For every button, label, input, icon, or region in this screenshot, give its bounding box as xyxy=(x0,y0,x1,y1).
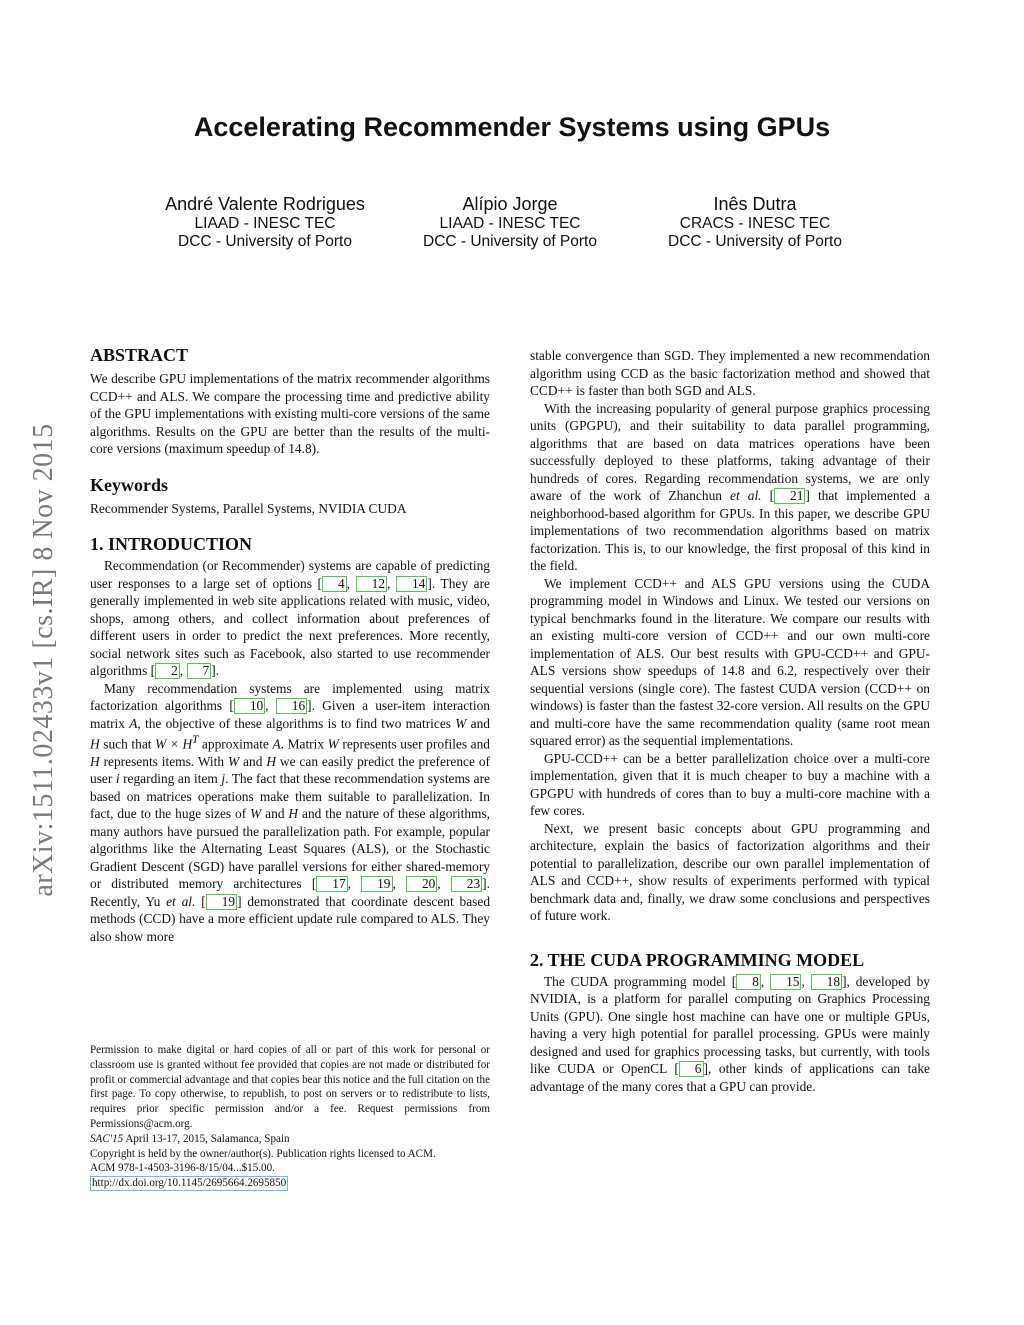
author-affiliation: LIAAD - INESC TEC xyxy=(439,215,581,232)
intro-paragraph-1: Recommendation (or Recommender) systems are capable of predicting user responses to a large set of options [ 4 , 12 , 14 ]. They are generally implemented in web site applications related with music, video, shops, among others, and collect information about preferences of different users in order to predict the next preferences. More recently, social network sites such as Facebook, also started to use recommender algorithms [ 2 , 7 ]. xyxy=(90,558,490,678)
citation-link[interactable]: 7 xyxy=(187,663,212,679)
keywords-heading: Keywords xyxy=(90,474,168,495)
citation-link[interactable]: 21 xyxy=(774,488,805,504)
cuda-paragraph: The CUDA programming model [ 8 , 15 , 18 ], developed by NVIDIA, is a platform for parallel computing on Graphics Processing Units (GPU). One single host machine can have one or multiple GPUs, having a very high potential for parallel processing. GPUs were mainly designed and used for graphics processing tasks, but currently, with tools like CUDA or OpenCL [ 6 ], other kinds of applications can take advantage of the many cores that a GPU can provide. xyxy=(530,973,930,1094)
venue-line: SAC'15 April 13-17, 2015, Salamanca, Spain xyxy=(90,1132,290,1145)
right-column xyxy=(530,347,930,1095)
isbn-line: ACM 978-1-4503-3196-8/15/04...$15.00. xyxy=(90,1162,275,1175)
arxiv-sidebar-stamp: arXiv:1511.02433v1 [cs.IR] 8 Nov 2015 xyxy=(28,423,59,897)
cuda-section-heading: 2. THE CUDA PROGRAMMING MODEL xyxy=(530,949,865,970)
author-name: Inês Dutra xyxy=(713,194,797,214)
author-block-2 xyxy=(385,193,635,251)
citation-link[interactable]: 10 xyxy=(234,698,265,714)
citation-link[interactable]: 18 xyxy=(811,974,842,990)
left-column xyxy=(90,344,490,945)
author-name: Alípio Jorge xyxy=(462,194,558,214)
citation-link[interactable]: 17 xyxy=(316,876,347,892)
citation-link[interactable]: 2 xyxy=(155,663,180,679)
right-paragraph-1: With the increasing popularity of general purpose graphics processing units (GPGPU), and their suitability to data parallel programming, algorithms that are based on data matrices operations have been successfully deployed to these platforms, taking advantage of their hundreds of cores. Regarding recommendation systems, we are only aware of the work of Zhanchun et al. [ 21 ] that implemented a neighborhood-based algorithm for GPUs. In this paper, we describe GPU implementations of two recommendation algorithms based on matrix factorization. This is, to our knowledge, the first proposal of this kind in the field. xyxy=(530,400,930,573)
keywords-text: Recommender Systems, Parallel Systems, NVIDIA CUDA xyxy=(90,500,407,516)
citation-link[interactable]: 16 xyxy=(276,698,307,714)
right-paragraph-2: We implement CCD++ and ALS GPU versions using the CUDA programming model in Windows and Linux. We tested our versions on typical benchmarks found in the literature. We compare our results with an existing multi-core version of CCD++ and our own multi-core implementation of ALS. Our best results with GPU-CCD++ and GPU-ALS versions show speedups of 14.8 and 6.2, respectively over their sequential versions (single core). The fastest CUDA version (CCD++ on windows) is faster than the fastest 32-core version. All results on the GPU and multi-core have the same recommendation quality (same root mean squared error) as the sequential implementations. xyxy=(530,575,930,748)
permission-text: Permission to make digital or hard copies of all or part of this work for personal or classroom use is granted without fee provided that copies are not made or distributed for profit or commercial advantage and that copies bear this notice and the full citation on the first page. To copy otherwise, to republish, to post on servers or to redistribute to lists, requires prior specific permission and/or a fee. Request permissions from Permissions@acm.org. xyxy=(90,1044,490,1130)
author-block-3 xyxy=(630,193,880,251)
citation-link[interactable]: 19 xyxy=(361,876,392,892)
abstract-text: We describe GPU implementations of the matrix recommender algorithms CCD++ and ALS. We compare the processing time and predictive ability of the GPU implementations with existing multi-core versions of the same algorithms. Results on the GPU are better than the results of the multi-core versions (maximum speedup of 14.8). xyxy=(90,371,490,456)
citation-link[interactable]: 8 xyxy=(736,974,761,990)
author-affiliation: LIAAD - INESC TEC xyxy=(194,215,336,232)
author-affiliation: DCC - University of Porto xyxy=(423,233,597,250)
citation-link[interactable]: 14 xyxy=(396,576,427,592)
citation-link[interactable]: 15 xyxy=(770,974,801,990)
citation-link[interactable]: 19 xyxy=(206,894,237,910)
copyright-line: Copyright is held by the owner/author(s). Publication rights licensed to ACM. xyxy=(90,1147,436,1160)
author-name: André Valente Rodrigues xyxy=(165,194,365,214)
author-affiliation: CRACS - INESC TEC xyxy=(679,215,831,232)
citation-link[interactable]: 12 xyxy=(356,576,387,592)
citation-link[interactable]: 6 xyxy=(679,1061,704,1077)
citation-link[interactable]: 4 xyxy=(322,576,347,592)
paper-title: Accelerating Recommender Systems using GPUs xyxy=(193,112,831,142)
right-paragraph-0: stable convergence than SGD. They implemented a new recommendation algorithm using CCD as the basic factorization method and showed that CCD++ is faster than both SGD and ALS. xyxy=(530,348,930,398)
right-paragraph-4: Next, we present basic concepts about GPU programming and architecture, explain the basics of factorization algorithms and their potential to parallelization, describe our own parallel implementation of ALS and CCD++, show results of experiments performed with typical benchmark data and, finally, we draw some conclusions and perspectives of future work. xyxy=(530,820,930,923)
citation-link[interactable]: 23 xyxy=(451,876,482,892)
author-block-1 xyxy=(140,193,390,251)
intro-paragraph-2: Many recommendation systems are implemented using matrix factorization algorithms [ 10 , 16 ]. Given a user-item interaction matrix A, the objective of these algorithms is to find two matrices W and H such that $W \times H^T$ approximate A. Matrix W represents user profiles and H represents items. With W and H we can easily predict the preference of user i regarding an item j. The fact that these recommendation systems are based on matrices operations make them suitable to parallelization. In fact, due to the huge sizes of W and H and the nature of these algorithms, many authors have pursued the parallelization path. For example, popular algorithms like the Alternating Least Squares (ALS), or the Stochastic Gradient Descent (SGD) have parallel versions for either shared-memory or distributed memory architectures [ 17 , 19 , 20 , 23 ]. Recently, Yu et al. [ 19 ] demonstrated that coordinate descent based methods (CCD) have a more efficient update rule compared to ALS. They also show more xyxy=(90,680,491,944)
citation-link[interactable]: 20 xyxy=(406,876,437,892)
introduction-heading: 1. INTRODUCTION xyxy=(90,534,253,554)
abstract-heading: ABSTRACT xyxy=(90,345,189,365)
author-affiliation: DCC - University of Porto xyxy=(668,233,842,250)
doi-link[interactable]: http://dx.doi.org/10.1145/2695664.2695850 xyxy=(92,1177,287,1190)
right-paragraph-3: GPU-CCD++ can be a better parallelization choice over a multi-core implementation, given that it is much cheaper to buy a machine with a GPGPU with hundreds of cores than to buy a multi-core machine with a few cores. xyxy=(530,750,930,818)
permission-footnote xyxy=(90,1043,490,1191)
author-affiliation: DCC - University of Porto xyxy=(178,233,352,250)
